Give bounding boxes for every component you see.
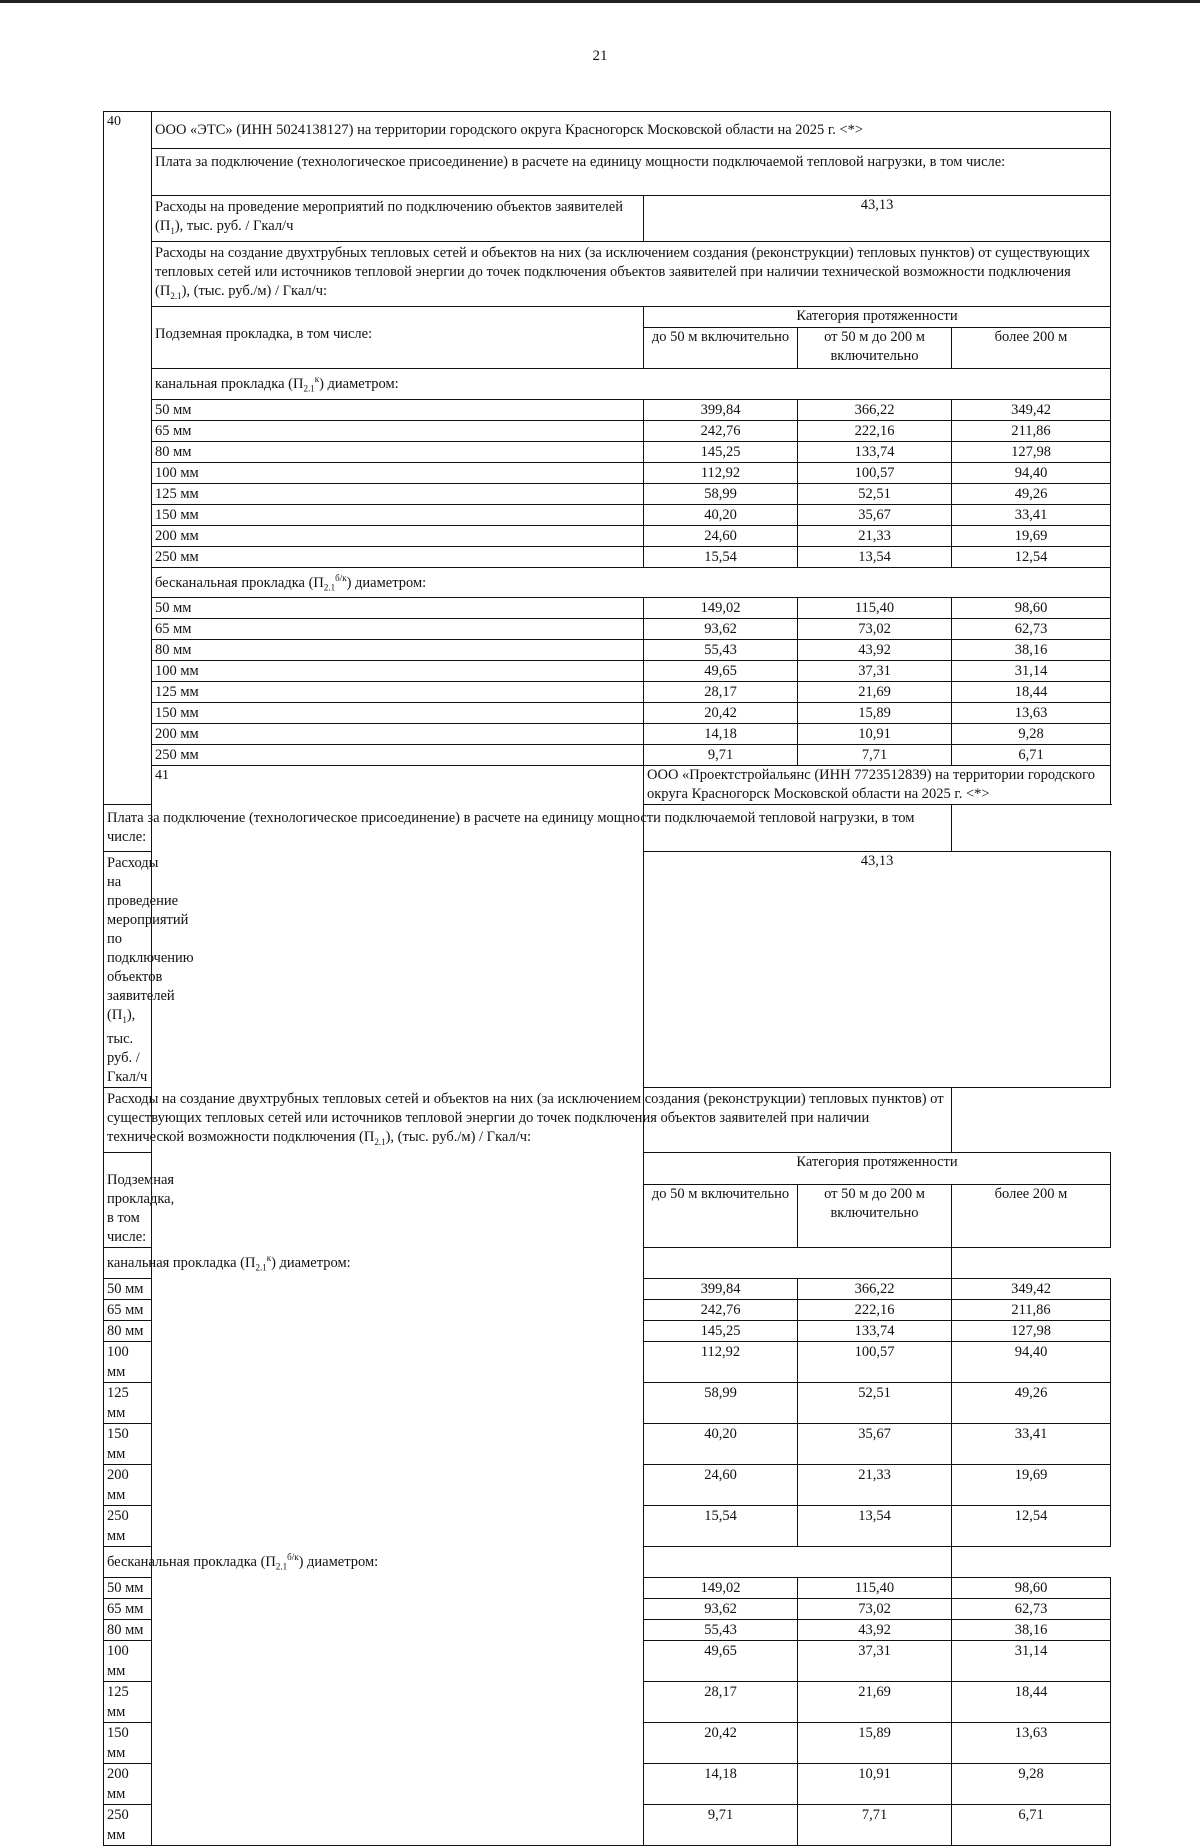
value-cell: 13,63 [952, 1722, 1111, 1763]
value-cell: 14,18 [644, 724, 798, 745]
value-cell: 33,41 [952, 1423, 1111, 1464]
value-cell: 31,14 [952, 661, 1111, 682]
category-header-row [104, 306, 1111, 327]
table-row [104, 640, 1111, 661]
value-cell: 349,42 [952, 1278, 1111, 1299]
value-cell: 12,54 [952, 1505, 1111, 1546]
diameter-cell: 250 мм [152, 546, 644, 567]
p1-row [104, 196, 1111, 242]
table-row [104, 462, 1111, 483]
diameter-cell: 100 мм [152, 462, 644, 483]
diameter-cell: 50 мм [104, 1577, 152, 1598]
value-cell: 93,62 [644, 1598, 798, 1619]
value-cell: 13,54 [798, 546, 952, 567]
value-cell: 49,26 [952, 1382, 1111, 1423]
value-cell: 10,91 [798, 724, 952, 745]
channel-label-tail: ) диаметром: [319, 375, 399, 392]
value-cell: 7,71 [798, 1804, 952, 1845]
fee-text-row [104, 805, 1111, 852]
diameter-cell: 80 мм [152, 441, 644, 462]
value-cell: 62,73 [952, 619, 1111, 640]
value-cell: 40,20 [644, 504, 798, 525]
value-cell: 19,69 [952, 1464, 1111, 1505]
value-cell: 73,02 [798, 1598, 952, 1619]
value-cell: 52,51 [798, 1382, 952, 1423]
chanless-label-text: бесканальная прокладка (П [155, 574, 324, 591]
p1-label [104, 852, 194, 1088]
diameter-cell: 125 мм [152, 682, 644, 703]
value-cell: 43,92 [798, 640, 952, 661]
value-cell: 35,67 [798, 504, 952, 525]
value-cell: 62,73 [952, 1598, 1111, 1619]
col-header-2: от 50 м до 200 м включительно [798, 327, 952, 368]
p21-row [104, 1088, 1111, 1153]
p1-label-text: Расходы на проведение мероприятий по подключению объектов заявителей (П [107, 855, 194, 1024]
value-cell: 127,98 [952, 1320, 1111, 1341]
channel-label-tail: ) диаметром: [271, 1255, 351, 1272]
channel-label [104, 1248, 952, 1279]
p1-label-text: Расходы на проведение мероприятий по подключению объектов заявителей (П [155, 199, 623, 234]
value-cell: 20,42 [644, 703, 798, 724]
section-title-row [104, 112, 1111, 149]
value-cell: 15,89 [798, 703, 952, 724]
value-cell: 145,25 [644, 1320, 798, 1341]
value-cell: 399,84 [644, 399, 798, 420]
value-cell: 52,51 [798, 483, 952, 504]
value-cell: 112,92 [644, 462, 798, 483]
p1-value: 43,13 [644, 196, 1111, 242]
section-number: 40 [104, 112, 152, 805]
col-header-2: от 50 м до 200 м включительно [798, 1185, 952, 1248]
value-cell: 112,92 [644, 1341, 798, 1382]
fee-text: Плата за подключение (технологическое присоединение) в расчете на единицу мощности подключаемой тепловой нагрузки, в том числе: [104, 805, 952, 852]
p21-text-tail: ), (тыс. руб./м) / Гкал/ч: [385, 1129, 532, 1146]
value-cell: 18,44 [952, 682, 1111, 703]
value-cell: 145,25 [644, 441, 798, 462]
col-header-3: более 200 м [952, 1185, 1111, 1248]
channel-label [152, 368, 1111, 399]
value-cell: 24,60 [644, 525, 798, 546]
underground-label: Подземная прокладка, в том числе: [104, 1153, 152, 1248]
diameter-cell: 50 мм [152, 399, 644, 420]
diameter-cell: 100 мм [152, 661, 644, 682]
table-row [104, 682, 1111, 703]
table-row [104, 745, 1111, 766]
diameter-cell: 80 мм [104, 1619, 152, 1640]
value-cell: 211,86 [952, 1299, 1111, 1320]
diameter-cell: 100 мм [104, 1341, 152, 1382]
fee-text-row [104, 149, 1111, 196]
channel-label-sub: 2.1 [255, 1262, 267, 1273]
value-cell: 55,43 [644, 640, 798, 661]
value-cell: 43,92 [798, 1619, 952, 1640]
chanless-label-text: бесканальная прокладка (П [107, 1553, 276, 1570]
value-cell: 149,02 [644, 598, 798, 619]
table-row [104, 546, 1111, 567]
diameter-cell: 80 мм [104, 1320, 152, 1341]
diameter-cell: 65 мм [104, 1598, 152, 1619]
value-cell: 127,98 [952, 441, 1111, 462]
chanless-label-sup: б/к [287, 1551, 299, 1562]
value-cell: 31,14 [952, 1640, 1111, 1681]
table-row [104, 420, 1111, 441]
value-cell: 9,28 [952, 1763, 1111, 1804]
value-cell: 115,40 [798, 1577, 952, 1598]
value-cell: 15,54 [644, 546, 798, 567]
table-row [104, 661, 1111, 682]
chanless-label-sub: 2.1 [275, 1561, 288, 1572]
table-row [104, 619, 1111, 640]
table-row [104, 703, 1111, 724]
value-cell: 349,42 [952, 399, 1111, 420]
value-cell: 21,69 [798, 682, 952, 703]
diameter-cell: 150 мм [152, 703, 644, 724]
p1-label-sub: 1 [122, 1015, 127, 1026]
value-cell: 73,02 [798, 619, 952, 640]
table-row [104, 441, 1111, 462]
col-header-3: более 200 м [952, 327, 1111, 368]
table-row [104, 504, 1111, 525]
value-cell: 58,99 [644, 1382, 798, 1423]
tariff-table [103, 111, 1111, 1846]
value-cell: 49,65 [644, 661, 798, 682]
diameter-cell: 65 мм [152, 420, 644, 441]
value-cell: 40,20 [644, 1423, 798, 1464]
table-row [104, 598, 1111, 619]
value-cell: 98,60 [952, 598, 1111, 619]
value-cell: 19,69 [952, 525, 1111, 546]
value-cell: 10,91 [798, 1763, 952, 1804]
section-title-row [104, 766, 1111, 805]
value-cell: 366,22 [798, 399, 952, 420]
channel-label-row [104, 368, 1111, 399]
p21-text [104, 1088, 952, 1153]
category-header: Категория протяженности [644, 306, 1111, 327]
value-cell: 13,63 [952, 703, 1111, 724]
value-cell: 18,44 [952, 1681, 1111, 1722]
section-number: 41 [152, 766, 644, 1845]
page-number: 21 [592, 48, 608, 64]
diameter-cell: 50 мм [104, 1278, 152, 1299]
value-cell: 21,69 [798, 1681, 952, 1722]
diameter-cell: 125 мм [152, 483, 644, 504]
diameter-cell: 50 мм [152, 598, 644, 619]
diameter-cell: 150 мм [104, 1423, 152, 1464]
diameter-cell: 200 мм [152, 525, 644, 546]
value-cell: 98,60 [952, 1577, 1111, 1598]
fee-text: Плата за подключение (технологическое присоединение) в расчете на единицу мощности подключаемой тепловой нагрузки, в том числе: [152, 149, 1111, 196]
value-cell: 21,33 [798, 1464, 952, 1505]
p21-text-main: Расходы на создание двухтрубных тепловых сетей и объектов на них (за исключением создания (реконструкции) тепловых пунктов) от существующих тепловых сетей или источников тепловой энергии до точек подключения объектов заявителей при наличии технической возможности подключения (П [155, 244, 1091, 299]
p21-row [104, 241, 1111, 306]
section-title: ООО «Проектстройальянс (ИНН 7723512839) на территории городского округа Красногорск Московской области на 2025 г. <*> [644, 766, 1111, 805]
p1-label-tail: ), тыс. руб. / Гкал/ч [107, 1007, 148, 1086]
value-cell: 93,62 [644, 619, 798, 640]
p1-label [152, 196, 644, 242]
p1-value: 43,13 [644, 852, 1111, 1088]
diameter-cell: 100 мм [104, 1640, 152, 1681]
value-cell: 37,31 [798, 661, 952, 682]
channel-label-text: канальная прокладка (П [155, 375, 304, 392]
value-cell: 222,16 [798, 420, 952, 441]
value-cell: 211,86 [952, 420, 1111, 441]
value-cell: 94,40 [952, 1341, 1111, 1382]
value-cell: 7,71 [798, 745, 952, 766]
diameter-cell: 250 мм [152, 745, 644, 766]
table-row [104, 399, 1111, 420]
value-cell: 100,57 [798, 462, 952, 483]
value-cell: 49,26 [952, 483, 1111, 504]
value-cell: 222,16 [798, 1299, 952, 1320]
value-cell: 13,54 [798, 1505, 952, 1546]
value-cell: 38,16 [952, 640, 1111, 661]
value-cell: 35,67 [798, 1423, 952, 1464]
value-cell: 133,74 [798, 1320, 952, 1341]
diameter-cell: 125 мм [104, 1382, 152, 1423]
value-cell: 100,57 [798, 1341, 952, 1382]
value-cell: 9,71 [644, 1804, 798, 1845]
p21-text-sub: 2.1 [170, 290, 182, 301]
p21-text [152, 241, 1111, 306]
page-top-border [0, 0, 1200, 3]
value-cell: 115,40 [798, 598, 952, 619]
diameter-cell: 125 мм [104, 1681, 152, 1722]
value-cell: 242,76 [644, 1299, 798, 1320]
p21-text-tail: ), (тыс. руб./м) / Гкал/ч: [181, 282, 328, 299]
value-cell: 242,76 [644, 420, 798, 441]
channel-label-sup: к [314, 373, 320, 384]
value-cell: 28,17 [644, 1681, 798, 1722]
value-cell: 6,71 [952, 1804, 1111, 1845]
diameter-cell: 200 мм [104, 1464, 152, 1505]
channel-label-row [104, 1248, 1111, 1279]
value-cell: 37,31 [798, 1640, 952, 1681]
chanless-label-tail: ) диаметром: [298, 1553, 379, 1570]
chanless-label [152, 567, 1111, 598]
diameter-cell: 65 мм [104, 1299, 152, 1320]
section-title: ООО «ЭТС» (ИНН 5024138127) на территории городского округа Красногорск Московской области на 2025 г. <*> [152, 112, 1111, 149]
value-cell: 33,41 [952, 504, 1111, 525]
p1-label-tail: ), тыс. руб. / Гкал/ч [174, 218, 294, 234]
value-cell: 55,43 [644, 1619, 798, 1640]
p21-text-sub: 2.1 [374, 1137, 386, 1148]
value-cell: 28,17 [644, 682, 798, 703]
value-cell: 15,89 [798, 1722, 952, 1763]
value-cell: 9,28 [952, 724, 1111, 745]
channel-label-sup: к [266, 1253, 272, 1264]
diameter-cell: 200 мм [152, 724, 644, 745]
diameter-cell: 250 мм [104, 1505, 152, 1546]
underground-label: Подземная прокладка, в том числе: [152, 306, 644, 368]
p1-label-sub: 1 [170, 225, 175, 236]
value-cell: 6,71 [952, 745, 1111, 766]
diameter-cell: 150 мм [104, 1722, 152, 1763]
value-cell: 149,02 [644, 1577, 798, 1598]
table-row [104, 525, 1111, 546]
diameter-cell: 65 мм [152, 619, 644, 640]
value-cell: 20,42 [644, 1722, 798, 1763]
value-cell: 38,16 [952, 1619, 1111, 1640]
p21-text-main: Расходы на создание двухтрубных тепловых сетей и объектов на них (за исключением создания (реконструкции) тепловых пунктов) от существующих тепловых сетей или источников тепловой энергии до точек подключения объектов заявителей при наличии технической возможности подключения (П [107, 1091, 944, 1146]
chanless-label-row [104, 567, 1111, 598]
chanless-label-sup: б/к [335, 572, 347, 583]
diameter-cell: 250 мм [104, 1804, 152, 1845]
chanless-label-sub: 2.1 [323, 582, 336, 593]
value-cell: 24,60 [644, 1464, 798, 1505]
chanless-label-tail: ) диаметром: [346, 574, 427, 591]
category-header: Категория протяженности [644, 1153, 1111, 1185]
channel-label-text: канальная прокладка (П [107, 1255, 256, 1272]
value-cell: 58,99 [644, 483, 798, 504]
value-cell: 366,22 [798, 1278, 952, 1299]
value-cell: 49,65 [644, 1640, 798, 1681]
chanless-label [104, 1546, 952, 1577]
value-cell: 14,18 [644, 1763, 798, 1804]
value-cell: 15,54 [644, 1505, 798, 1546]
value-cell: 9,71 [644, 745, 798, 766]
col-header-1: до 50 м включительно [644, 1185, 798, 1248]
value-cell: 133,74 [798, 441, 952, 462]
col-header-1: до 50 м включительно [644, 327, 798, 368]
channel-label-sub: 2.1 [303, 383, 315, 394]
value-cell: 399,84 [644, 1278, 798, 1299]
table-row [104, 724, 1111, 745]
value-cell: 94,40 [952, 462, 1111, 483]
table-row [104, 483, 1111, 504]
diameter-cell: 200 мм [104, 1763, 152, 1804]
chanless-label-row [104, 1546, 1111, 1577]
value-cell: 12,54 [952, 546, 1111, 567]
value-cell: 21,33 [798, 525, 952, 546]
diameter-cell: 80 мм [152, 640, 644, 661]
diameter-cell: 150 мм [152, 504, 644, 525]
